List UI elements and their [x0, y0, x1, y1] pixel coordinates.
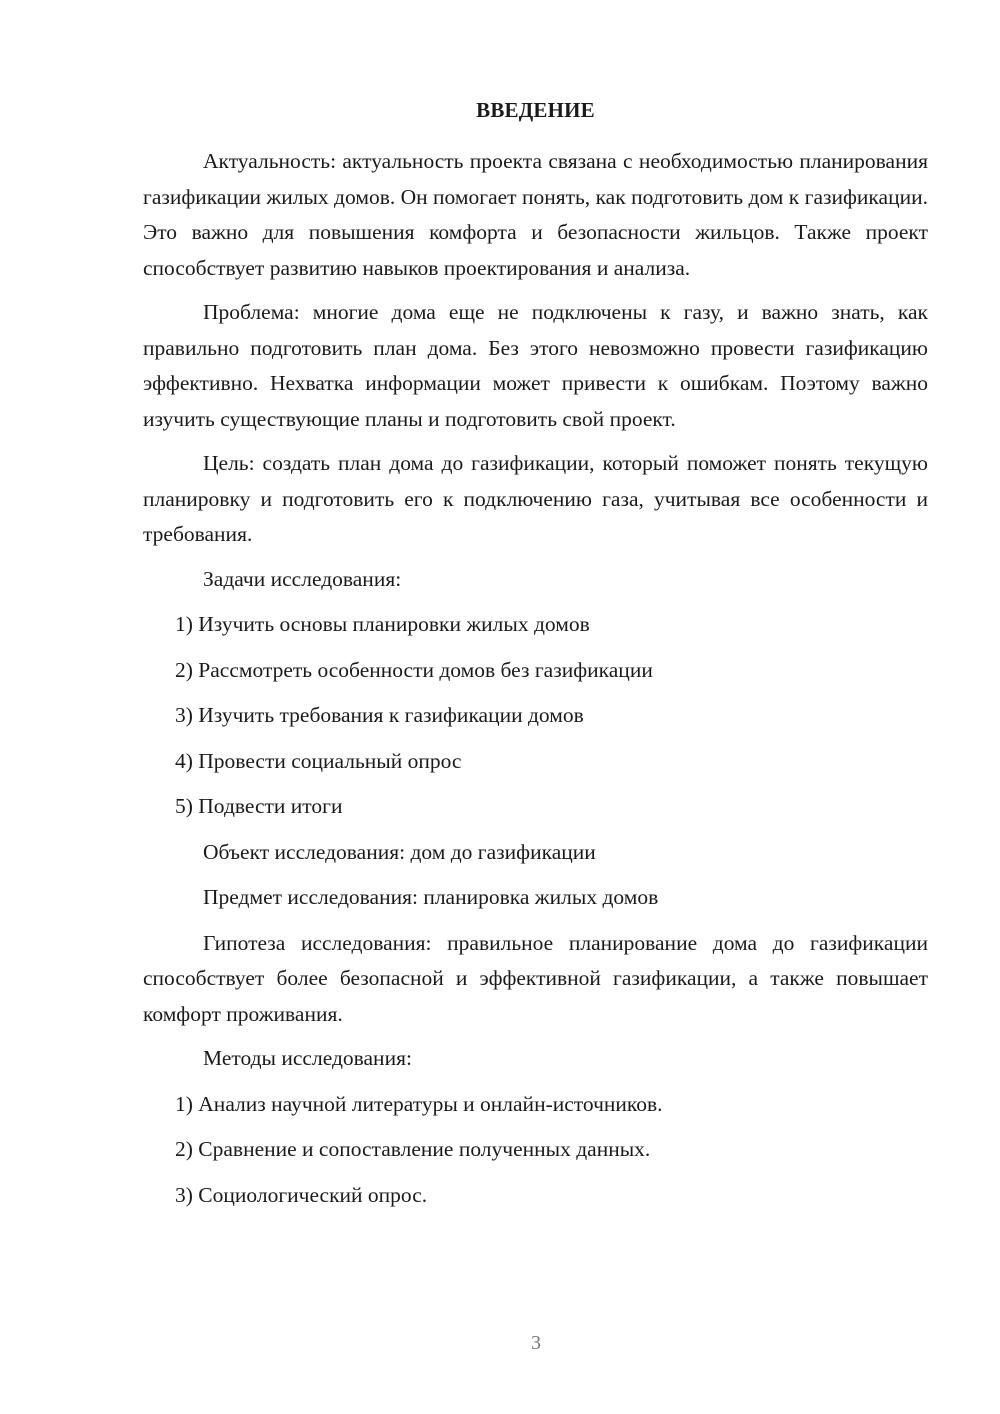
relevance-paragraph: Актуальность: актуальность проекта связана с необходимостью планирования газификации жилых домов. Он помогает понять, как подготовить дом к газификации. Это важно для повышения комфорта и безопасности жильцов. Также проект способствует развитию навыков проектирования и анализа. [143, 149, 928, 280]
methods-title: Методы исследования: [203, 1046, 412, 1070]
document-page [143, 92, 928, 1223]
hypothesis-paragraph: Гипотеза исследования: правильное планирование дома до газификации способствует более безопасной и эффективной газификации, а также повышает комфорт проживания. [143, 930, 928, 1026]
methods-list [143, 1087, 928, 1214]
task-item: 5) Подвести итоги [175, 794, 343, 818]
method-item: 3) Социологический опрос. [175, 1182, 428, 1207]
tasks-list [143, 607, 928, 825]
task-item: 3) Изучить требования к газификации домов [175, 703, 584, 727]
tasks-title: Задачи исследования: [203, 566, 402, 591]
task-item: 1) Изучить основы планировки жилых домов [175, 612, 590, 636]
task-item: 4) Провести социальный опрос [175, 748, 462, 773]
section-heading: ВВЕДЕНИЕ [476, 98, 595, 122]
method-item: 1) Анализ научной литературы и онлайн-источников. [175, 1091, 663, 1116]
method-item: 2) Сравнение и сопоставление полученных данных. [175, 1137, 651, 1161]
problem-paragraph: Проблема: многие дома еще не подключены к газу, и важно знать, как правильно подготовить план дома. Без этого невозможно провести газификацию эффективно. Нехватка информации может привести к ошибкам. Поэтому важно изучить существующие планы и подготовить свой проект. [143, 300, 928, 431]
object-line: Объект исследования: дом до газификации [203, 839, 596, 864]
goal-paragraph: Цель: создать план дома до газификации, который поможет понять текущую планировку и подготовить его к подключению газа, учитывая все особенности и требования. [143, 451, 928, 546]
task-item: 2) Рассмотреть особенности домов без газификации [175, 657, 653, 682]
subject-line: Предмет исследования: планировка жилых домов [203, 885, 659, 909]
page-number: 3 [531, 1332, 541, 1354]
